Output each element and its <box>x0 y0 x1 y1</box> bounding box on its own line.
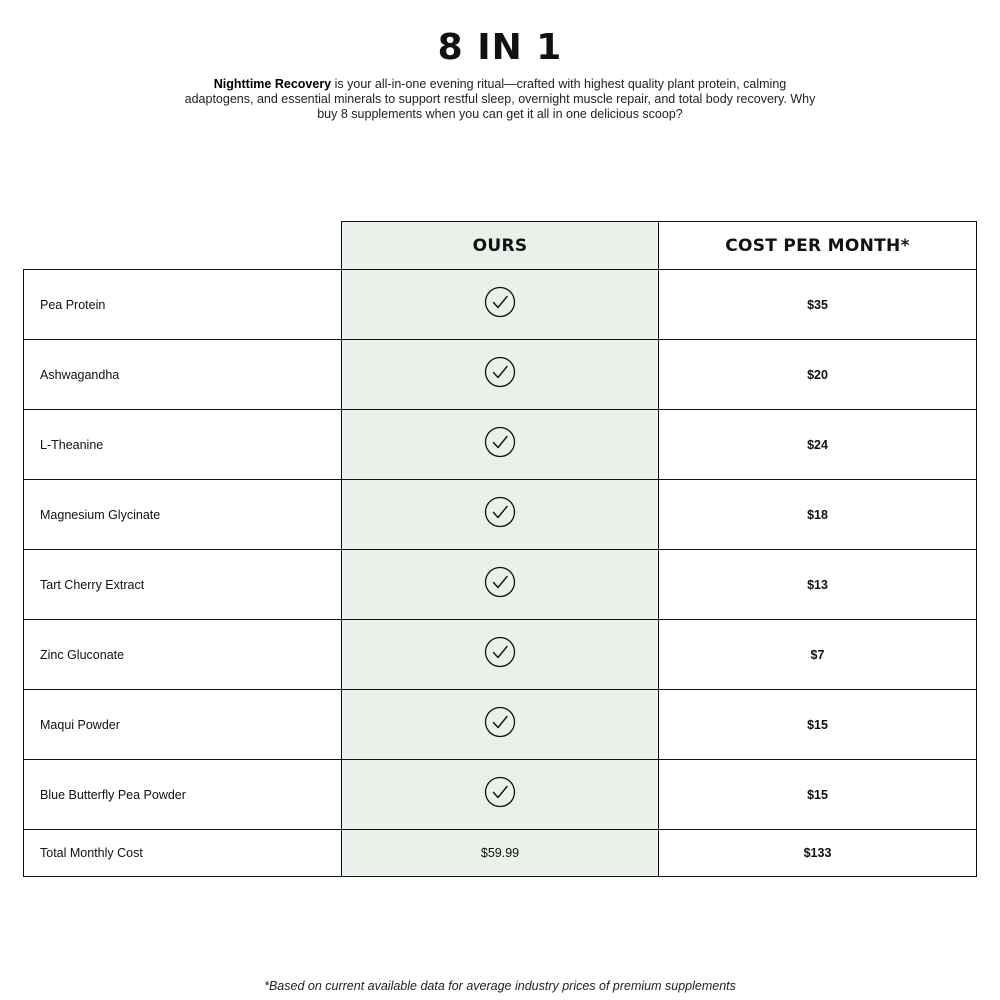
ingredient-name: Pea Protein <box>24 270 342 340</box>
ingredient-name: Maqui Powder <box>24 690 342 760</box>
check-circle-icon <box>484 436 516 453</box>
check-circle-icon <box>484 576 516 593</box>
table-row <box>24 620 977 690</box>
cost-cell: $15 <box>659 760 977 830</box>
ours-cell <box>342 340 659 410</box>
check-circle-icon <box>484 646 516 663</box>
cost-cell: $20 <box>659 340 977 410</box>
table-row <box>24 550 977 620</box>
cost-cell: $35 <box>659 270 977 340</box>
ingredient-name: Tart Cherry Extract <box>24 550 342 620</box>
intro-description: is your all-in-one evening ritual—crafted with highest quality plant protein, calming adaptogens, and essential minerals to support restful sleep, overnight muscle repair, and total body recovery. Why buy 8 supplements when you can get it all in one delicious scoop? <box>184 77 816 121</box>
table-row <box>24 410 977 480</box>
footnote: *Based on current available data for average industry prices of premium supplements <box>264 979 736 993</box>
product-name: Nighttime Recovery <box>213 77 332 91</box>
table-row <box>24 760 977 830</box>
cost-cell: $13 <box>659 550 977 620</box>
total-row <box>24 830 977 877</box>
ingredient-name: Zinc Gluconate <box>24 620 342 690</box>
page-title: 8 IN 1 <box>437 27 563 68</box>
ours-total-price: $59.99 <box>342 830 659 877</box>
check-circle-icon <box>484 786 516 803</box>
ours-cell <box>342 620 659 690</box>
table-body <box>24 270 977 877</box>
ours-cell <box>342 410 659 480</box>
cost-cell: $24 <box>659 410 977 480</box>
ingredient-name: Blue Butterfly Pea Powder <box>24 760 342 830</box>
intro-text <box>180 77 820 122</box>
ingredient-name: Magnesium Glycinate <box>24 480 342 550</box>
check-circle-icon <box>484 506 516 523</box>
ours-cell <box>342 480 659 550</box>
check-circle-icon <box>484 366 516 383</box>
ours-cell <box>342 690 659 760</box>
check-circle-icon <box>484 716 516 733</box>
ingredient-name: Ashwagandha <box>24 340 342 410</box>
cost-cell: $7 <box>659 620 977 690</box>
total-cost: $133 <box>659 830 977 877</box>
ingredient-name: L-Theanine <box>24 410 342 480</box>
cost-cell: $15 <box>659 690 977 760</box>
table-row <box>24 270 977 340</box>
header-ours: OURS <box>342 222 659 270</box>
ours-cell <box>342 760 659 830</box>
table-row <box>24 480 977 550</box>
header-blank-cell <box>24 222 342 270</box>
cost-cell: $18 <box>659 480 977 550</box>
ours-cell <box>342 270 659 340</box>
table-row <box>24 690 977 760</box>
header-cost-per-month: COST PER MONTH* <box>659 222 977 270</box>
table-header-row <box>24 222 977 270</box>
table-row <box>24 340 977 410</box>
total-label: Total Monthly Cost <box>24 830 342 877</box>
comparison-table <box>23 221 977 877</box>
check-circle-icon <box>484 296 516 313</box>
ours-cell <box>342 550 659 620</box>
